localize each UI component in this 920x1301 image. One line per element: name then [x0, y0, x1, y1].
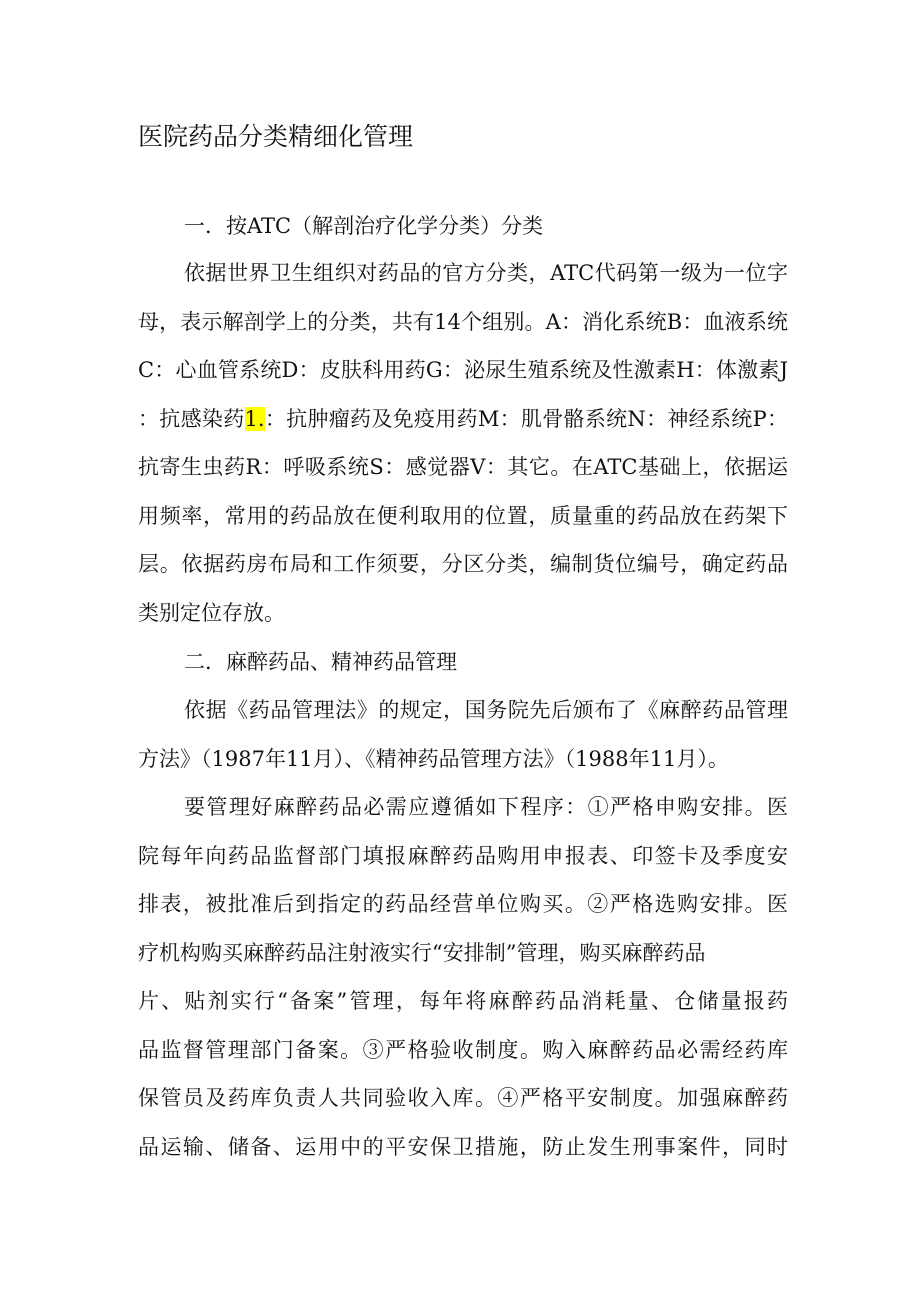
paragraph-line: 院每年向药品监督部门填报麻醉药品购用申报表、印签卡及季度安	[138, 843, 788, 868]
paragraph-line: C：心血管系统D：皮肤科用药G：泌尿生殖系统及性激素H：体激素J	[138, 358, 788, 382]
line-segment: ：抗感染药	[138, 406, 245, 431]
paragraph-line: 类别定位存放。	[138, 600, 285, 625]
section-heading-2: 二．麻醉药品、精神药品管理	[184, 650, 457, 674]
paragraph-procedure	[138, 783, 788, 1171]
paragraph-line: 母，表示解剖学上的分类，共有14个组别。A：消化系统B：血液系统	[138, 309, 788, 334]
paragraph-line-with-highlight	[138, 395, 788, 444]
paragraph-line: 方法》（1987年11月）、《精神药品管理方法》（1988年11月）。	[138, 746, 729, 771]
paragraph-law	[138, 686, 788, 783]
paragraph-line: 层。依据药房布局和工作须要，分区分类，编制货位编号，确定药品	[138, 552, 788, 576]
paragraph-line: 抗寄生虫药R：呼吸系统S：感觉器V：其它。在ATC基础上，依据运	[138, 455, 788, 479]
paragraph-line: 品运输、储备、运用中的平安保卫措施，防止发生刑事案件，同时	[138, 1134, 788, 1159]
paragraph-line: 保管员及药库负责人共同验收入库。④严格平安制度。加强麻醉药	[138, 1086, 788, 1110]
line-segment: ：抗肿瘤药及免疫用药M：肌骨骼系统N：神经系统P：	[264, 406, 789, 431]
paragraph-line: 要管理好麻醉药品必需应遵循如下程序：①严格申购安排。医	[184, 795, 788, 819]
highlighted-text: 1.	[244, 406, 265, 431]
document-title: 医院药品分类精细化管理	[138, 122, 414, 151]
paragraph-line: 疗机构购买麻醉药品注射液实行“安排制”管理，购买麻醉药品	[138, 940, 706, 965]
paragraph-line: 品监督管理部门备案。③严格验收制度。购入麻醉药品必需经药库	[138, 1037, 788, 1062]
paragraph-line: 依据世界卫生组织对药品的官方分类，ATC代码第一级为一位字	[184, 261, 788, 285]
section-heading-1: 一．按ATC（解剖治疗化学分类）分类	[184, 214, 544, 238]
paragraph-line: 依据《药品管理法》的规定，国务院先后颁布了《麻醉药品管理	[184, 698, 788, 722]
paragraph-line: 用频率，常用的药品放在便利取用的位置，质量重的药品放在药架下	[138, 503, 788, 528]
paragraph-line: 排表，被批准后到指定的药品经营单位购买。②严格选购安排。医	[138, 892, 788, 916]
paragraph-atc	[138, 249, 788, 637]
paragraph-line: 片、贴剂实行“备案”管理，每年将麻醉药品消耗量、仓储量报药	[138, 989, 788, 1013]
